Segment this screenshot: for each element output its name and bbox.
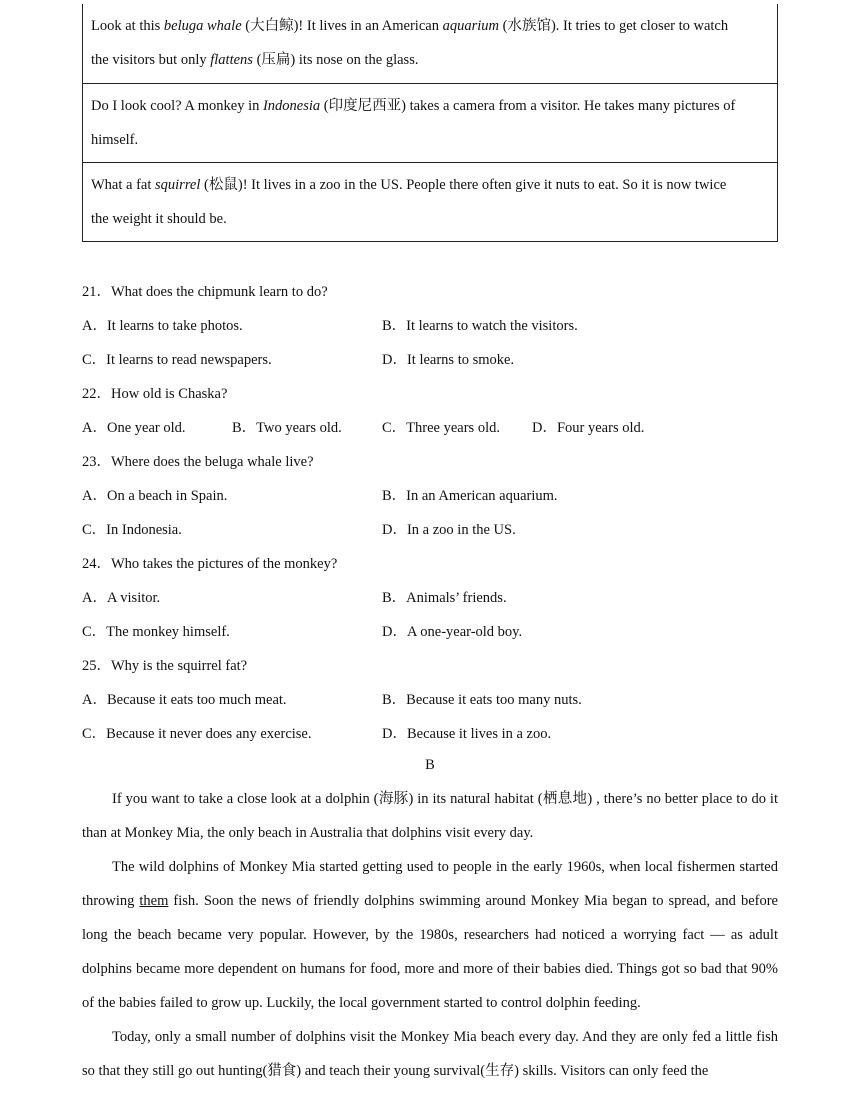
option-a[interactable]: A．On a beach in Spain. xyxy=(82,488,228,504)
option-row xyxy=(82,411,782,445)
option-b[interactable]: B．Animals’ friends. xyxy=(382,590,507,606)
table-row-text: himself. xyxy=(91,132,139,148)
option-c[interactable]: C．In Indonesia. xyxy=(82,522,182,538)
option-d[interactable]: D．In a zoo in the US. xyxy=(382,522,516,538)
question-stem: 22．How old is Chaska? xyxy=(82,386,228,402)
option-c[interactable]: C．Because it never does any exercise. xyxy=(82,726,312,742)
table-row-text: What a fat squirrel (松鼠)! It lives in a zoo in the US. People there often give it nuts to eat. So it is now twice xyxy=(91,177,727,193)
table-row-text: Do I look cool? A monkey in Indonesia (印度尼西亚) takes a camera from a visitor. He takes many pictures of xyxy=(91,98,736,114)
option-row xyxy=(82,683,782,717)
option-a[interactable]: A．It learns to take photos. xyxy=(82,318,243,334)
option-row xyxy=(82,513,782,547)
question-stem: 21．What does the chipmunk learn to do? xyxy=(82,284,328,300)
option-d[interactable]: D．Because it lives in a zoo. xyxy=(382,726,552,742)
option-a[interactable]: A．Because it eats too much meat. xyxy=(82,692,287,708)
question-stem: 23．Where does the beluga whale live? xyxy=(82,454,314,470)
table-row xyxy=(83,162,777,241)
option-a[interactable]: A．A visitor. xyxy=(82,590,161,606)
animal-photo-table xyxy=(82,4,778,242)
table-row-text: the visitors but only flattens (压扁) its nose on the glass. xyxy=(91,52,419,68)
table-row-text: Look at this beluga whale (大白鲸)! It lives in an American aquarium (水族馆). It tries to get closer to watch xyxy=(91,18,729,34)
option-row xyxy=(82,309,782,343)
option-d[interactable]: D．Four years old. xyxy=(532,420,645,436)
question-stem: 25．Why is the squirrel fat? xyxy=(82,658,248,674)
passage-paragraph: If you want to take a close look at a dolphin (海豚) in its natural habitat (栖息地) , there’s no better place to do it than at Monkey Mia, the only beach in Australia that dolphins visit every day. xyxy=(82,791,778,841)
option-d[interactable]: D．A one-year-old boy. xyxy=(382,624,523,640)
reading-passage xyxy=(82,782,778,1088)
option-row xyxy=(82,343,782,377)
table-row xyxy=(83,4,777,83)
option-a[interactable]: A．One year old. xyxy=(82,420,186,436)
option-d[interactable]: D．It learns to smoke. xyxy=(382,352,515,368)
option-c[interactable]: C．The monkey himself. xyxy=(82,624,230,640)
table-row xyxy=(83,83,777,162)
option-row xyxy=(82,615,782,649)
section-label: B xyxy=(425,757,435,773)
option-b[interactable]: B．Two years old. xyxy=(232,420,342,436)
table-row-text: the weight it should be. xyxy=(91,211,227,227)
passage-paragraph: The wild dolphins of Monkey Mia started getting used to people in the early 1960s, when local fishermen started throwing them fish. Soon the news of friendly dolphins swimming around Monkey Mia began to spread, and before long the beach became very popular. However, by the 1980s, researchers had noticed a worrying fact — as adult dolphins became more dependent on humans for food, more and more of their babies died. Things got so bad that 90% of the babies failed to grow up. Luckily, the local government started to control dolphin feeding. xyxy=(82,859,778,1011)
option-b[interactable]: B．Because it eats too many nuts. xyxy=(382,692,582,708)
question-list xyxy=(82,275,782,751)
option-row xyxy=(82,717,782,751)
passage-paragraph: Today, only a small number of dolphins visit the Monkey Mia beach every day. And they are only fed a little fish so that they still go out hunting(猎食) and teach their young survival(生存) skills. Visitors can only feed the xyxy=(82,1029,778,1079)
option-b[interactable]: B．In an American aquarium. xyxy=(382,488,558,504)
option-b[interactable]: B．It learns to watch the visitors. xyxy=(382,318,578,334)
underlined-word: them xyxy=(139,893,169,909)
option-row xyxy=(82,581,782,615)
option-row xyxy=(82,479,782,513)
question-stem: 24．Who takes the pictures of the monkey? xyxy=(82,556,338,572)
option-c[interactable]: C．Three years old. xyxy=(382,420,500,436)
option-c[interactable]: C．It learns to read newspapers. xyxy=(82,352,272,368)
